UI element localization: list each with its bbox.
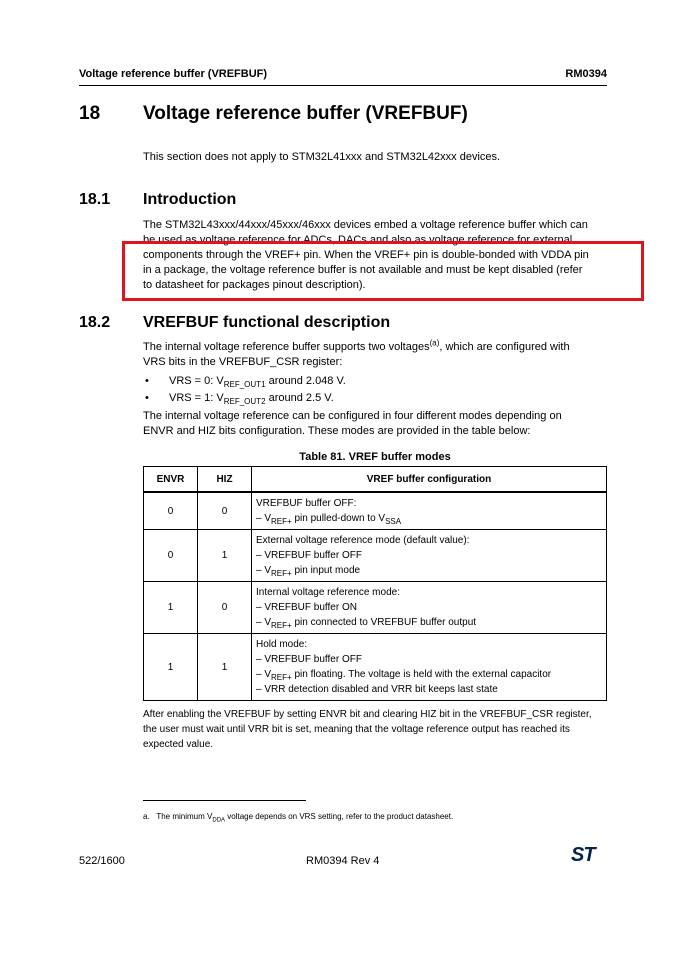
table-row [144, 582, 607, 634]
table-header-row [144, 467, 607, 493]
cell-config: VREFBUF buffer OFF: – $V_{REF+}$ pin pulled-down to $V_{SSA}$ [252, 492, 607, 530]
table-row [144, 634, 607, 701]
intro-line: in a package, the voltage reference buffer is not available and must be kept disabled (refer [143, 264, 583, 276]
footnote-marker: a. [143, 812, 150, 821]
after-table-line: expected value. [143, 739, 214, 750]
table-caption: Table 81. VREF buffer modes [299, 451, 451, 463]
col-header-hiz: HIZ [198, 467, 252, 493]
footnote-rule [143, 800, 306, 801]
col-header-envr: ENVR [144, 467, 198, 493]
running-header-title: Voltage reference buffer (VREFBUF) [79, 68, 268, 80]
section-number-func: 18.2 [79, 314, 111, 331]
doc-revision: RM0394 Rev 4 [306, 855, 380, 867]
vref-modes-table [143, 466, 607, 701]
func-para2-line1: The internal voltage reference can be configured in four different modes depending on [143, 410, 562, 422]
table-row [144, 530, 607, 582]
after-table-paragraph [143, 707, 613, 752]
func-paragraph-1 [143, 340, 613, 370]
list-item: • VRS = 0: $V_{REF\_OUT1}$ around 2.048 V. [143, 374, 613, 389]
table-row [144, 492, 607, 530]
cell-envr: 0 [144, 530, 198, 582]
cell-hiz: 1 [198, 634, 252, 701]
func-para1-line2: VRS bits in the VREFBUF_CSR register: [143, 356, 343, 368]
footnote-ref[interactable]: (a) [429, 338, 440, 348]
cell-envr: 0 [144, 492, 198, 530]
highlight-box [122, 241, 644, 301]
running-header-docid: RM0394 [565, 68, 607, 80]
func-para1-line1: The internal voltage reference buffer supports two voltages$^{(a)}$, which are configured with [143, 338, 570, 353]
intro-line: be used as voltage reference for ADCs, DACs and also as voltage reference for external [143, 234, 573, 246]
footnote: a. The minimum $V_{DDA}$ voltage depends on VRS setting, refer to the product datasheet. [143, 812, 454, 824]
intro-line: to datasheet for packages pinout description). [143, 279, 366, 291]
cell-hiz: 0 [198, 582, 252, 634]
intro-line: The STM32L43xxx/44xxx/45xxx/46xxx devices embed a voltage reference buffer which can [143, 219, 588, 231]
st-logo: ST [571, 844, 595, 866]
func-paragraph-2 [143, 409, 613, 439]
col-header-config: VREF buffer configuration [252, 467, 607, 493]
intro-line: components through the VREF+ pin. When the VREF+ pin is double-bonded with VDDA pin [143, 249, 589, 261]
cell-config: External voltage reference mode (default value): – VREFBUF buffer OFF – $V_{REF+}$ pin input mode [252, 530, 607, 582]
section-number-intro: 18.1 [79, 191, 111, 208]
chapter-title: Voltage reference buffer (VREFBUF) [143, 103, 468, 124]
after-table-line: the user must wait until VRR bit is set, meaning that the voltage reference output has reached its [143, 724, 570, 735]
vrs-bullet-list [143, 374, 613, 408]
chapter-number: 18 [79, 103, 101, 124]
section-title-func: VREFBUF functional description [143, 314, 391, 331]
section-title-intro: Introduction [143, 191, 237, 208]
func-para2-line2: ENVR and HIZ bits configuration. These modes are provided in the table below: [143, 425, 531, 437]
header-rule [79, 85, 607, 86]
chapter-note: This section does not apply to STM32L41xxx and STM32L42xxx devices. [143, 151, 501, 163]
cell-config: Internal voltage reference mode: – VREFBUF buffer ON – $V_{REF+}$ pin connected to VREFBUF buffer output [252, 582, 607, 634]
list-item: • VRS = 1: $V_{REF\_OUT2}$ around 2.5 V. [143, 391, 613, 406]
cell-envr: 1 [144, 634, 198, 701]
page-number: 522/1600 [79, 855, 125, 867]
cell-config: Hold mode: – VREFBUF buffer OFF – $V_{REF+}$ pin floating. The voltage is held with the external capacitor – VRR detection disabled and VRR bit keeps last state [252, 634, 607, 701]
cell-envr: 1 [144, 582, 198, 634]
cell-hiz: 1 [198, 530, 252, 582]
after-table-line: After enabling the VREFBUF by setting ENVR bit and clearing HIZ bit in the VREFBUF_CSR register, [143, 709, 592, 720]
cell-hiz: 0 [198, 492, 252, 530]
